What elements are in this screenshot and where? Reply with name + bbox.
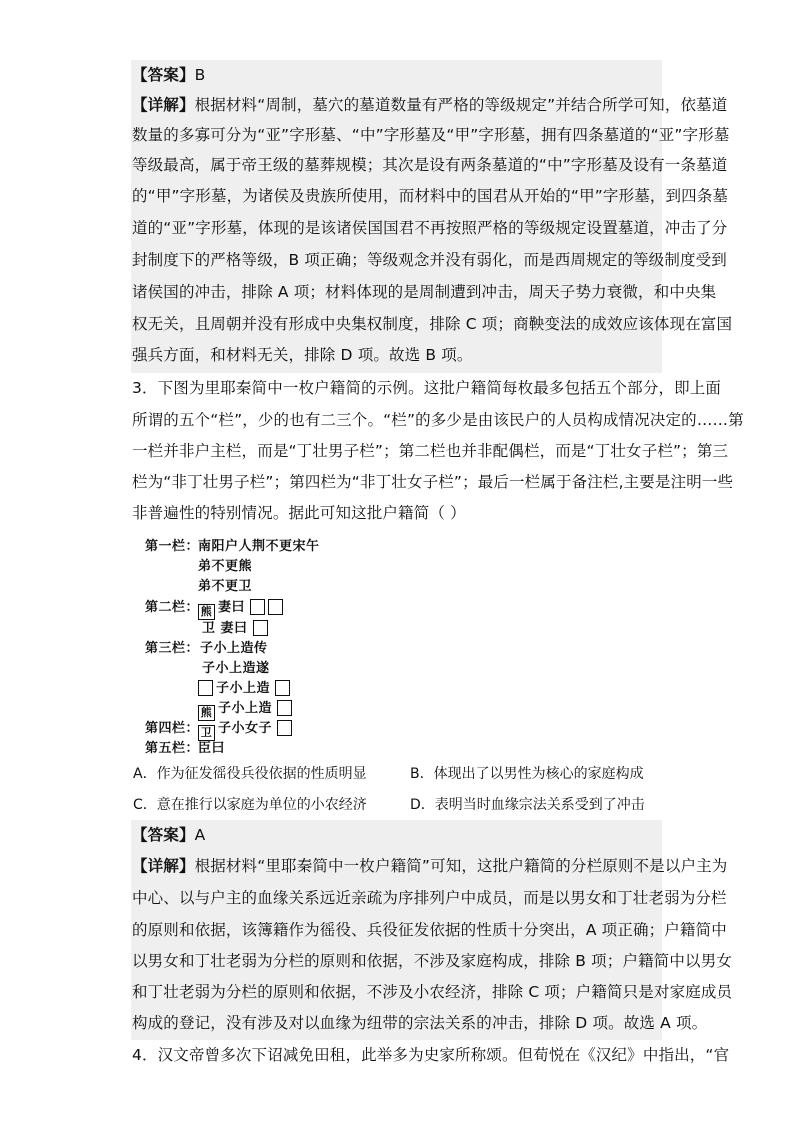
fig-glyph-box: 熊 [198, 604, 215, 620]
detail-text: 根据材料“周制，墓穴的墓道数量有严格的等级规定”并结合所学可知，依墓道 [194, 96, 728, 114]
detail-label: 【详解】 [132, 857, 195, 875]
question-4-line-0: 4．汉文帝曾多次下诏减免田租，此举多为史家所称颂。但荀悦在《汉纪》中指出，“官 [132, 1046, 730, 1064]
fig-col2-row2 [202, 620, 271, 638]
detail-2-line-5: 构成的登记，没有涉及对以血缘为纽带的宗法关系的冲击，排除 D 项。故选 A 项。 [132, 1014, 708, 1032]
fig-col2-label: 第二栏： [145, 600, 200, 615]
fig-col5-line1: 臣曰 [198, 741, 226, 756]
fig-col3-label: 第三栏： [145, 641, 200, 656]
fig-col1-line1: 南阳户人荆不更宋午 [198, 539, 320, 554]
detail-label: 【详解】 [132, 96, 195, 114]
detail-1-line-0 [132, 95, 727, 115]
fig-col3-line3: 子小上造 [216, 681, 271, 696]
fig-col2-line2: 卫 妻曰 [202, 621, 248, 636]
answer-value: B [194, 66, 206, 84]
detail-2-line-3: 以男女和丁壮老弱为分栏的原则和依据，不涉及家庭构成，排除 B 项；户籍简中以男女 [132, 952, 732, 970]
detail-1-line-8: 强兵方面，和材料无关，排除 D 项。故选 B 项。 [132, 346, 473, 364]
detail-1-line-7: 权无关，且周朝并没有形成中央集权制度，排除 C 项；商鞅变法的成效应该体现在富国 [132, 315, 733, 333]
question-3-line-3: 栏为“非丁壮男子栏”；第四栏为“非丁壮女子栏”；最后一栏属于备注栏,主要是注明一些 [132, 473, 734, 491]
blank-box [250, 599, 265, 615]
detail-2-line-4: 和丁壮老弱为分栏的原则和依据，不涉及小农经济，排除 C 项；户籍简只是对家庭成员 [132, 983, 733, 1001]
answer-value: A [194, 826, 206, 844]
answer-label: 【答案】 [132, 826, 195, 844]
blank-box [253, 620, 268, 636]
option-c[interactable]: C．意在推行以家庭为单位的小农经济 [133, 797, 367, 813]
fig-col1-line3: 弟不更卫 [198, 579, 253, 594]
fig-glyph-box: 熊 [198, 705, 215, 721]
fig-col4-row1 [198, 720, 295, 741]
fig-col3-line4: 子小上造 [218, 701, 273, 716]
question-3-line-4: 非普遍性的特别情况。据此可知这批户籍简（ ） [132, 504, 466, 522]
blank-box [275, 680, 290, 696]
question-3-line-2: 一栏并非户主栏，而是“丁壮男子栏”；第二栏也并非配偶栏，而是“丁壮女子栏”；第三 [132, 442, 729, 460]
fig-col2-line1: 妻曰 [218, 600, 246, 615]
fig-col1-line2: 弟不更熊 [198, 559, 253, 574]
fig-col3-line1: 子小上造传 [200, 641, 268, 656]
fig-col3-row4 [198, 700, 295, 721]
question-3-line-1: 所谓的五个“栏”，少的也有二三个。“栏”的多少是由该民户的人员构成情况决定的……第 [132, 411, 744, 429]
detail-text: 根据材料“里耶秦简中一枚户籍简”可知，这批户籍简的分栏原则不是以户主为 [194, 857, 728, 875]
answer-label: 【答案】 [132, 66, 195, 84]
fig-glyph-box: 卫 [198, 725, 215, 741]
detail-1-line-1: 数量的多寡可分为“亚”字形墓、“中”字形墓及“甲”字形墓，拥有四条墓道的“亚”字形墓 [132, 126, 730, 144]
blank-box [277, 700, 292, 716]
fig-col5-label: 第五栏： [145, 741, 200, 756]
answer-1 [132, 65, 205, 85]
option-b[interactable]: B．体现出了以男性为核心的家庭构成 [410, 766, 644, 782]
blank-box [268, 599, 283, 615]
detail-1-line-6: 诸侯国的冲击，排除 A 项；材料体现的是周制遭到冲击，周天子势力衰微，和中央集 [132, 283, 717, 301]
answer-2 [132, 825, 205, 845]
detail-1-line-2: 等级最高，属于帝王级的墓葬规模；其次是设有两条墓道的“中”字形墓及设有一条墓道 [132, 156, 728, 174]
detail-1-line-3: 的“甲”字形墓，为诸侯及贵族所使用，而材料中的国君从开始的“甲”字形墓，到四条墓 [132, 187, 729, 205]
option-d[interactable]: D．表明当时血缘宗法关系受到了冲击 [410, 797, 645, 813]
blank-box [198, 680, 213, 696]
detail-1-line-5: 封制度下的严格等级，B 项正确；等级观念并没有弱化，而是西周规定的等级制度受到 [132, 251, 727, 269]
fig-col4-line1: 子小女子 [218, 721, 273, 736]
fig-col3-line2: 子小上造遂 [202, 661, 270, 676]
detail-2-line-0 [132, 856, 727, 876]
fig-col2-row1 [198, 599, 286, 620]
question-3-line-0: 3．下图为里耶秦简中一枚户籍简的示例。这批户籍简每枚最多包括五个部分，即上面 [132, 379, 722, 397]
detail-2-line-1: 中心、以与户主的血缘关系远近亲疏为序排列户中成员，而是以男女和丁壮老弱为分栏 [132, 889, 727, 907]
detail-2-line-2: 的原则和依据，该簿籍作为徭役、兵役征发依据的性质十分突出，A 项正确；户籍简中 [132, 921, 727, 939]
fig-col3-row3 [198, 680, 293, 698]
detail-1-line-4: 道的“亚”字形墓，体现的是该诸侯国国君不再按照严格的等级规定设置墓道，冲击了分 [132, 219, 728, 237]
blank-box [277, 720, 292, 736]
fig-col4-label: 第四栏： [145, 721, 200, 736]
option-a[interactable]: A．作为征发徭役兵役依据的性质明显 [133, 766, 367, 782]
fig-col1-label: 第一栏： [145, 539, 200, 554]
